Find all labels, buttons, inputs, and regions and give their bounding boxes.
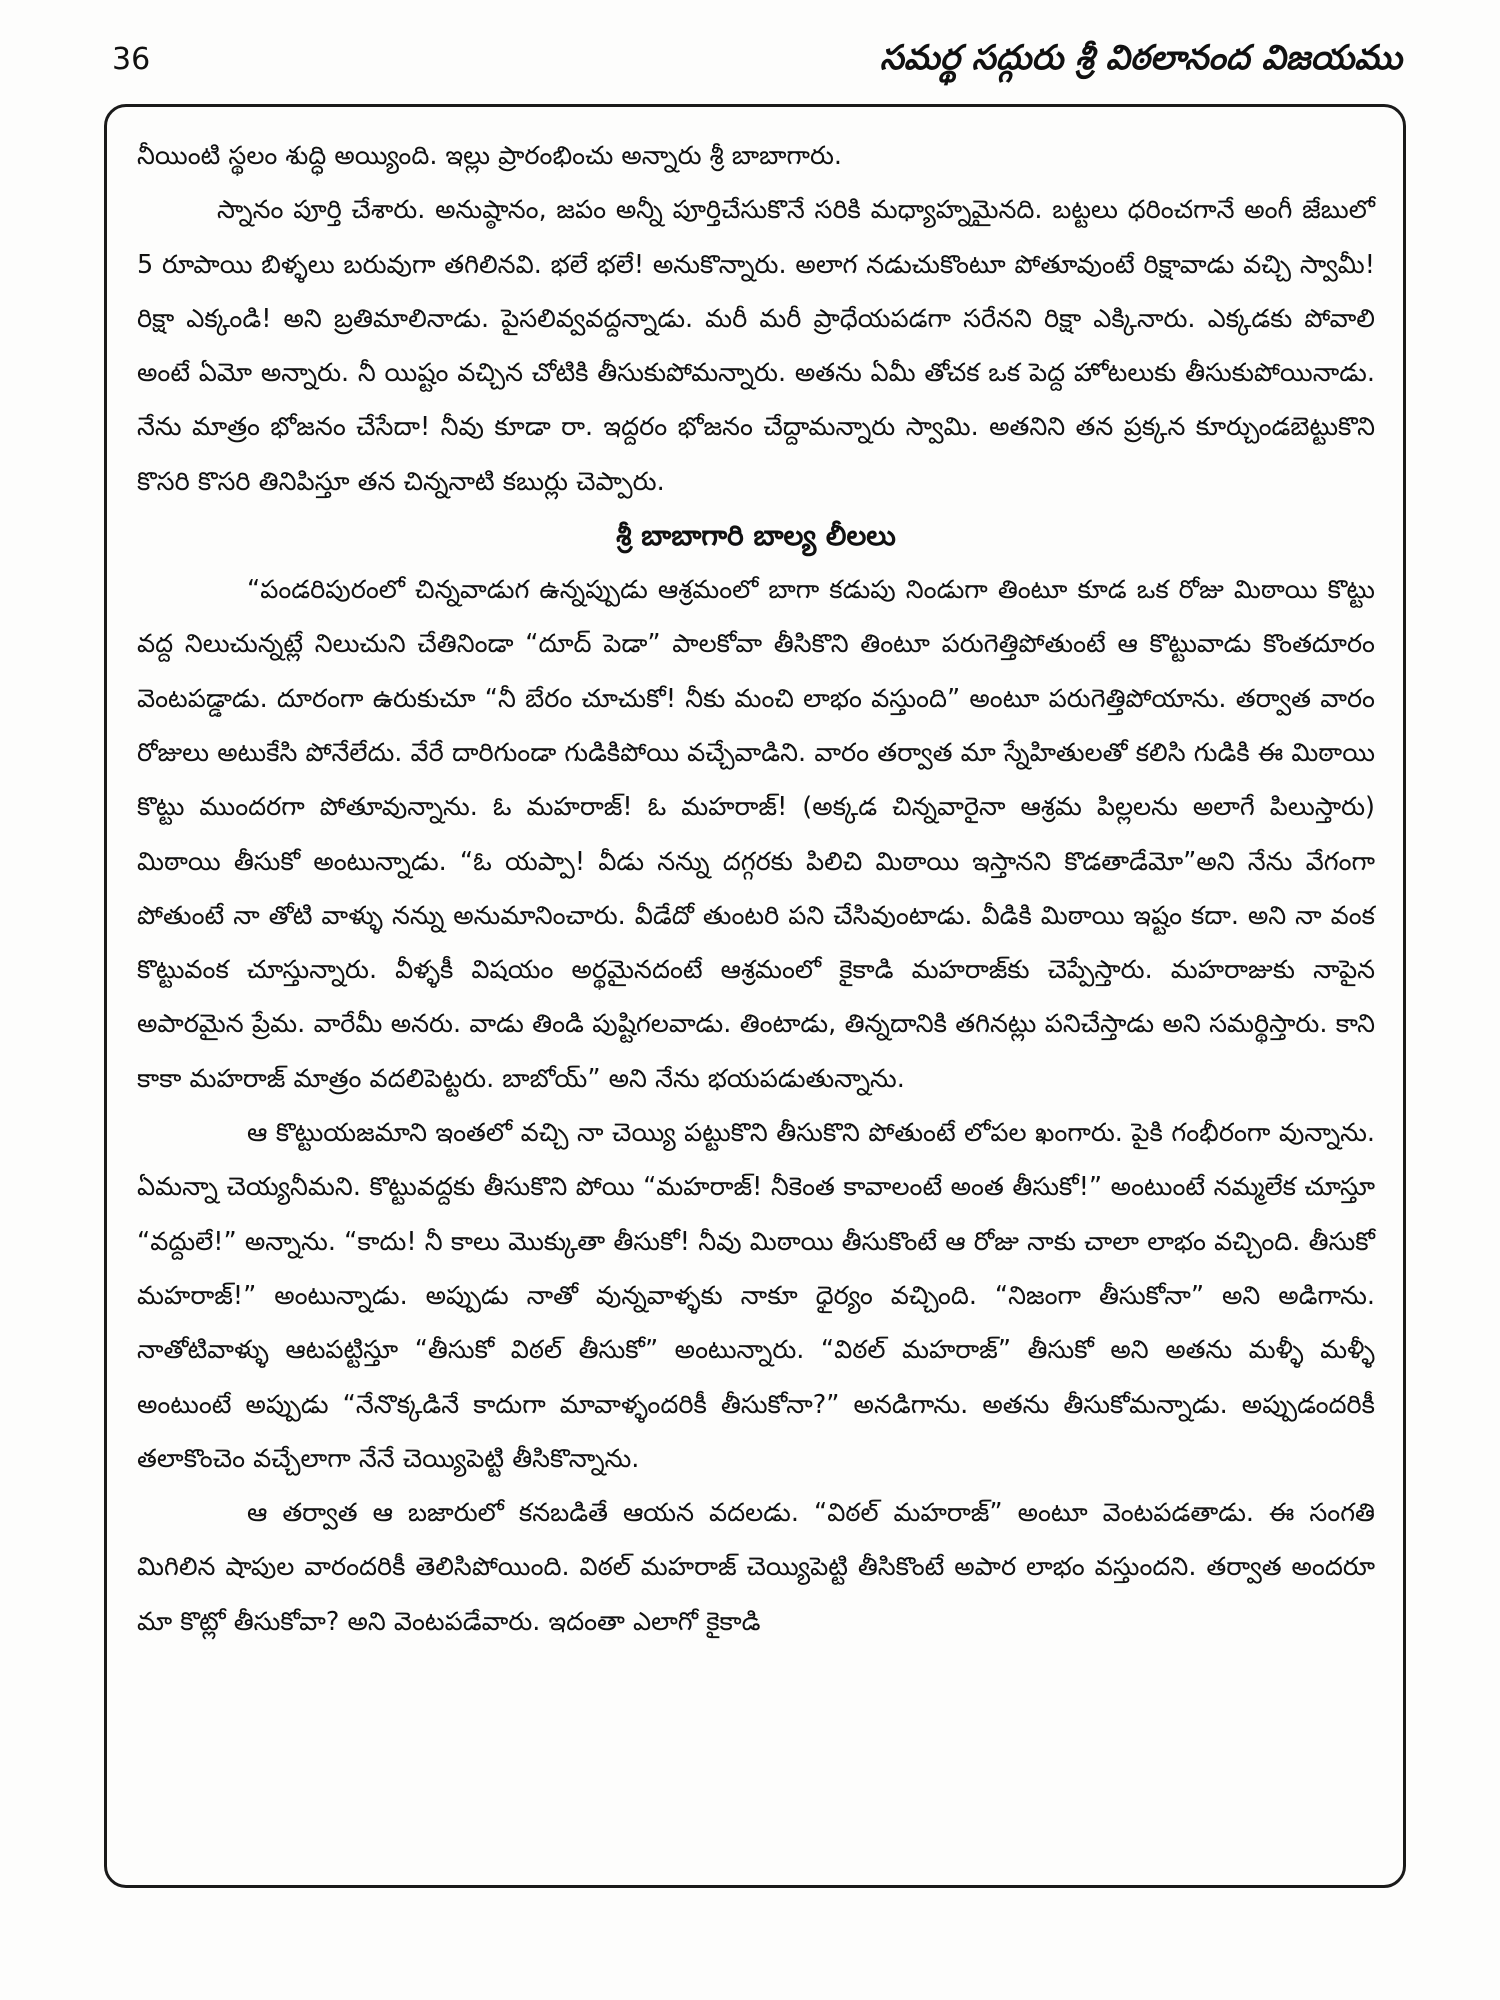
paragraph-continued: నీయింటి స్థలం శుద్ధి అయ్యింది. ఇల్లు ప్రారంభించు అన్నారు శ్రీ బాబాగారు. [137,141,842,171]
paragraph: ఆ కొట్టుయజమాని ఇంతలో వచ్చి నా చెయ్యి పట్టుకొని తీసుకొని పోతుంటే లోపల ఖంగారు. పైకి గంభీరంగా వున్నాను. ఏమన్నా చెయ్యనీమని. కొట్టువద్దకు తీసుకొని పోయి “మహరాజ్! నీకెంత కావాలంటే అంత తీసుకో!” అంటుంటే నమ్మలేక చూస్తూ “వద్దులే!” అన్నాను. “కాదు! నీ కాలు మొక్కుతా తీసుకో! నీవు మిఠాయి తీసుకొంటే ఆ రోజు నాకు చాలా లాభం వచ్చింది. తీసుకో మహరాజ్!” అంటున్నాడు. అప్పుడు నాతో వున్నవాళ్ళకు నాకూ ధైర్యం వచ్చింది. “నిజంగా తీసుకోనా” అని అడిగాను. నాతోటివాళ్ళు ఆటపట్టిస్తూ “తీసుకో విఠల్ తీసుకో” అంటున్నారు. “విఠల్ మహరాజ్” తీసుకో అని అతను మళ్ళీ మళ్ళీ అంటుంటే అప్పుడు “నేనొక్కడినే కాదుగా మావాళ్ళందరికీ తీసుకోనా?” అనడిగాను. అతను తీసుకోమన్నాడు. అప్పుడందరికీ తలాకొంచెం వచ్చేలాగా నేనే చెయ్యిపెట్టి తీసికొన్నాను. [137,1118,1375,1474]
page-header [112,38,1402,98]
running-title: సమర్థ సద్గురు శ్రీ విఠలానంద విజయము [879,38,1402,78]
body-text [137,129,1375,1649]
paragraph: స్నానం పూర్తి చేశారు. అనుష్ఠానం, జపం అన్నీ పూర్తిచేసుకొనే సరికి మధ్యాహ్నమైనది. బట్టలు ధరించగానే అంగీ జేబులో 5 రూపాయి బిళ్ళలు బరువుగా తగిలినవి. భలే భలే! అనుకొన్నారు. అలాగ నడుచుకొంటూ పోతూవుంటే రిక్షావాడు వచ్చి స్వామీ! రిక్షా ఎక్కండి! అని బ్రతిమాలినాడు. పైసలివ్వవద్దన్నాడు. మరీ మరీ ప్రాధేయపడగా సరేనని రిక్షా ఎక్కినారు. ఎక్కడకు పోవాలి అంటే ఏమో అన్నారు. నీ యిష్టం వచ్చిన చోటికి తీసుకుపోమన్నారు. అతను ఏమీ తోచక ఒక పెద్ద హోటలుకు తీసుకుపోయినాడు. నేను మాత్రం భోజనం చేసేదా! నీవు కూడా రా. ఇద్దరం భోజనం చేద్దామన్నారు స్వామి. అతనిని తన ప్రక్కన కూర్చుండబెట్టుకొని కొసరి కొసరి తినిపిస్తూ తన చిన్ననాటి కబుర్లు చెప్పారు. [137,195,1375,497]
paragraph: ఆ తర్వాత ఆ బజారులో కనబడితే ఆయన వదలడు. “విఠల్ మహరాజ్” అంటూ వెంటపడతాడు. ఈ సంగతి మిగిలిన షాపుల వారందరికీ తెలిసిపోయింది. విఠల్ మహరాజ్ చెయ్యిపెట్టి తీసికొంటే అపార లాభం వస్తుందని. తర్వాత అందరూ మా కొట్లో తీసుకోవా? అని వెంటపడేవారు. ఇదంతా ఎలాగో కైకాడి [137,1498,1375,1637]
section-heading: శ్రీ బాబాగారి బాల్య లీలలు [616,519,896,553]
paragraph: “పండరిపురంలో చిన్నవాడుగ ఉన్నప్పుడు ఆశ్రమంలో బాగా కడుపు నిండుగా తింటూ కూడ ఒక రోజు మిఠాయి కొట్టు వద్ద నిలుచున్నట్లే నిలుచుని చేతినిండా “దూద్ పెడా” పాలకోవా తీసికొని తింటూ పరుగెత్తిపోతుంటే ఆ కొట్టువాడు కొంతదూరం వెంటపడ్డాడు. దూరంగా ఉరుకుచూ “నీ బేరం చూచుకో! నీకు మంచి లాభం వస్తుంది” అంటూ పరుగెత్తిపోయాను. తర్వాత వారం రోజులు అటుకేసి పోనేలేదు. వేరే దారిగుండా గుడికిపోయి వచ్చేవాడిని. వారం తర్వాత మా స్నేహితులతో కలిసి గుడికి ఈ మిఠాయి కొట్టు ముందరగా పోతూవున్నాను. ఓ మహరాజ్! ఓ మహరాజ్! (అక్కడ చిన్నవారైనా ఆశ్రమ పిల్లలను అలాగే పిలుస్తారు) మిఠాయి తీసుకో అంటున్నాడు. “ఓ యప్పా! వీడు నన్ను దగ్గరకు పిలిచి మిఠాయి ఇస్తానని కొడతాడేమో”అని నేను వేగంగా పోతుంటే నా తోటి వాళ్ళు నన్ను అనుమానించారు. వీడేదో తుంటరి పని చేసివుంటాడు. వీడికి మిఠాయి ఇష్టం కదా. అని నా వంక కొట్టువంక చూస్తున్నారు. వీళ్ళకీ విషయం అర్థమైనదంటే ఆశ్రమంలో కైకాడి మహరాజ్‌కు చెప్పేస్తారు. మహరాజుకు నాపైన అపారమైన ప్రేమ. వారేమీ అనరు. వాడు తిండి పుష్టిగలవాడు. తింటాడు, తిన్నదానికి తగినట్లు పనిచేస్తాడు అని సమర్థిస్తారు. కాని కాకా మహరాజ్ మాత్రం వదలిపెట్టరు. బాబోయ్” అని నేను భయపడుతున్నాను. [137,575,1375,1094]
text-frame [104,104,1406,1888]
page-number: 36 [112,42,151,77]
